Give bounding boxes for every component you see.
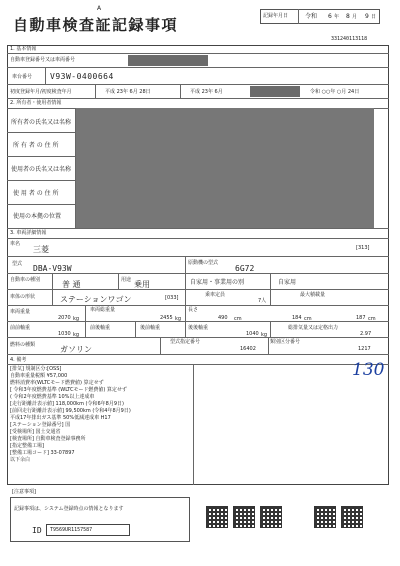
rule xyxy=(270,321,271,337)
rule xyxy=(52,289,53,305)
rule xyxy=(185,321,186,337)
qr-code xyxy=(260,506,282,528)
front-axle-label: 前前軸重 xyxy=(10,325,31,331)
notes-label: [注意事項] xyxy=(12,489,36,495)
front-axle-value: 1030 xyxy=(58,331,71,337)
gross-weight-value: 2455 xyxy=(160,315,173,321)
use-value: 乗用 xyxy=(134,280,150,289)
engine-value: 6G72 xyxy=(235,264,255,273)
weight-value: 2070 xyxy=(58,315,71,321)
width-unit: cm xyxy=(304,316,312,322)
length-value: 490 xyxy=(218,315,228,321)
rule xyxy=(270,273,271,289)
type-approval-label: 型式指定番号 xyxy=(170,339,201,345)
rule xyxy=(7,53,389,54)
remarks-line: [前回走行距離計表示値] 99,500km (令和4年8月9日) xyxy=(10,408,131,414)
model-value: DBA-V93W xyxy=(33,264,72,273)
notes-text: 記録事項は、システム登録時点の情報となります xyxy=(14,506,124,512)
rule xyxy=(95,84,96,98)
rule xyxy=(7,364,389,365)
engine-label: 原動機の型式 xyxy=(188,260,219,266)
rule xyxy=(7,256,389,257)
rule xyxy=(135,321,136,337)
section1-label: 1. 基本情報 xyxy=(10,46,37,52)
gross-weight-label: 車両総重量 xyxy=(90,307,116,313)
id-label: ID xyxy=(32,526,42,535)
remarks-line: [指定整備工場] xyxy=(10,443,44,449)
remarks-line: [整備工場コード] 33-07897 xyxy=(10,450,75,456)
rule xyxy=(7,98,389,99)
rule xyxy=(7,228,389,229)
rule xyxy=(7,289,389,290)
maker-label: 車名 xyxy=(10,241,21,247)
first-registration-value: 平成 23年 6月 28日 xyxy=(105,89,151,95)
remarks-line: 以下余白 xyxy=(10,457,31,463)
record-date-day: 9 xyxy=(365,13,369,20)
max-load-label: 最大積載量 xyxy=(300,292,326,298)
qr-code xyxy=(233,506,255,528)
rule xyxy=(160,337,161,354)
rule xyxy=(268,337,269,354)
rear-front-axle-label: 後前軸重 xyxy=(140,325,161,331)
length-unit: cm xyxy=(234,316,242,322)
body-code: [033] xyxy=(165,295,179,301)
rule xyxy=(185,305,186,321)
class-value: 1217 xyxy=(358,346,371,352)
type-approval-value: 16402 xyxy=(240,346,256,352)
rule xyxy=(185,256,186,273)
remarks-line: [排気] 規制区分:[OSS] xyxy=(10,366,62,372)
capacity-value: 7人 xyxy=(258,298,267,304)
purpose-label: 自家用・事業用の別 xyxy=(190,279,245,286)
document-number: 331240113118 xyxy=(331,36,368,42)
section3-label: 3. 車両詳細情報 xyxy=(10,230,47,236)
qr-code xyxy=(206,506,228,528)
id-value: T9569UR1157587 xyxy=(50,527,93,533)
record-date-label: 記録年月日 xyxy=(263,13,289,19)
remarks-line: [受検場所] 国土交通省 xyxy=(10,429,61,435)
registration-label: 自動車登録番号又は車両番号 xyxy=(10,57,76,63)
rule xyxy=(7,156,75,157)
section4-label: 4. 備考 xyxy=(10,357,27,363)
chassis-value: V93W-0400664 xyxy=(50,72,114,81)
gross-weight-unit: kg xyxy=(175,316,182,322)
qr-code xyxy=(341,506,363,528)
model-label: 型式 xyxy=(12,261,23,267)
user-address-label: 使 用 者 の 住 所 xyxy=(13,190,59,197)
rule xyxy=(7,67,389,68)
weight-unit: kg xyxy=(73,316,80,322)
height-value: 187 xyxy=(356,315,366,321)
record-date-day-unit: 日 xyxy=(371,14,377,20)
kind-value: 普 通 xyxy=(62,280,81,289)
page-title: 自動車検査証記録事項 xyxy=(13,16,179,34)
rule xyxy=(85,305,86,321)
maker-value: 三菱 xyxy=(33,245,49,254)
front-axle-unit: kg xyxy=(73,332,80,338)
remarks-line: 燃料消費率(WLTCモード燃費値) 算定せず xyxy=(10,380,104,386)
remarks-line: ( 令和2年度燃費基準 10%以上達成車 xyxy=(10,394,95,400)
fuel-label: 燃料の種類 xyxy=(10,342,36,348)
qr-code xyxy=(314,506,336,528)
rear-axle-unit: kg xyxy=(261,332,268,338)
rule xyxy=(185,273,186,289)
remarks-line: [ステーション登録番号] 国 xyxy=(10,422,71,428)
use-label: 用途 xyxy=(121,277,132,283)
rule xyxy=(270,289,271,305)
maker-code: [313] xyxy=(356,245,370,251)
first-registration-label: 初度登録年月/初度検査年月 xyxy=(10,89,72,95)
first-registration-ym: 平成 23年 6月 xyxy=(190,89,223,95)
remarks-line: [走行距離計表示値] 118,000km (令和6年8月9日) xyxy=(10,401,124,407)
rule xyxy=(85,321,86,337)
rule xyxy=(45,67,46,84)
user-name-label: 使用者の氏名又は名称 xyxy=(11,166,72,173)
rear-axle-value: 1040 xyxy=(246,331,259,337)
class-label: 類別区分番号 xyxy=(270,339,301,345)
rule xyxy=(7,238,389,239)
capacity-label: 乗車定員 xyxy=(205,292,226,298)
rule xyxy=(7,180,75,181)
rule xyxy=(185,289,186,305)
rule xyxy=(7,337,389,338)
remarks-line: 平成17年排出ガス基準 50%低減達成車 H17 xyxy=(10,415,111,421)
remarks-line: [ 令和3年度燃費基準 (WLTCモード燃費値) 算定せず xyxy=(10,387,127,393)
width-value: 184 xyxy=(292,315,302,321)
header-small-a: A xyxy=(97,5,102,12)
expiry-redacted xyxy=(250,86,300,97)
owner-address-label: 所 有 者 の 住 所 xyxy=(13,142,59,149)
rule xyxy=(7,132,75,133)
weight-label: 車両重量 xyxy=(10,309,31,315)
displacement-value: 2.97 xyxy=(360,331,372,337)
record-date-year-unit: 年 xyxy=(334,14,340,20)
fuel-value: ガソリン xyxy=(60,345,92,354)
record-date-divider xyxy=(298,9,299,24)
rule xyxy=(180,84,181,98)
chassis-label: 車台番号 xyxy=(12,74,33,80)
rule xyxy=(7,321,389,322)
body-value: ステーションワゴン xyxy=(60,295,132,304)
expiry-value: 令和 ○○年 ○月 24日 xyxy=(310,89,360,95)
remarks-text xyxy=(10,367,192,465)
height-unit: cm xyxy=(368,316,376,322)
remarks-line: 自動車重量税額 ¥57,000 xyxy=(10,373,68,379)
rule xyxy=(193,364,194,485)
record-date-year: 6 xyxy=(328,13,332,20)
rule xyxy=(7,204,75,205)
rule xyxy=(7,305,389,306)
handwritten-note: 130 xyxy=(352,360,385,380)
record-date-month-unit: 月 xyxy=(352,14,358,20)
section2-label: 2. 所有者・使用者情報 xyxy=(10,100,62,106)
base-location-label: 使用の本拠の位置 xyxy=(13,213,62,220)
rear-axle-label: 後後軸重 xyxy=(188,325,209,331)
purpose-value: 自家用 xyxy=(278,279,297,286)
rule xyxy=(7,273,389,274)
displacement-label: 総排気量又は定格出力 xyxy=(288,325,339,331)
record-date-era: 令和 xyxy=(305,13,318,20)
rule xyxy=(7,354,389,355)
body-label: 車体の形状 xyxy=(10,294,36,300)
remarks-line: [検査場所] 自動車検査登録事務所 xyxy=(10,436,86,442)
rule xyxy=(118,273,119,289)
length-label: 長さ xyxy=(188,307,199,313)
kind-label: 自動車の種別 xyxy=(10,277,41,283)
record-date-month: 8 xyxy=(346,13,350,20)
rule xyxy=(52,273,53,289)
rule xyxy=(7,84,389,85)
owner-info-redacted xyxy=(76,108,374,228)
front-rear-axle-label: 前後軸重 xyxy=(90,325,111,331)
owner-name-label: 所有者の氏名又は名称 xyxy=(11,119,72,126)
registration-redacted xyxy=(128,55,208,66)
